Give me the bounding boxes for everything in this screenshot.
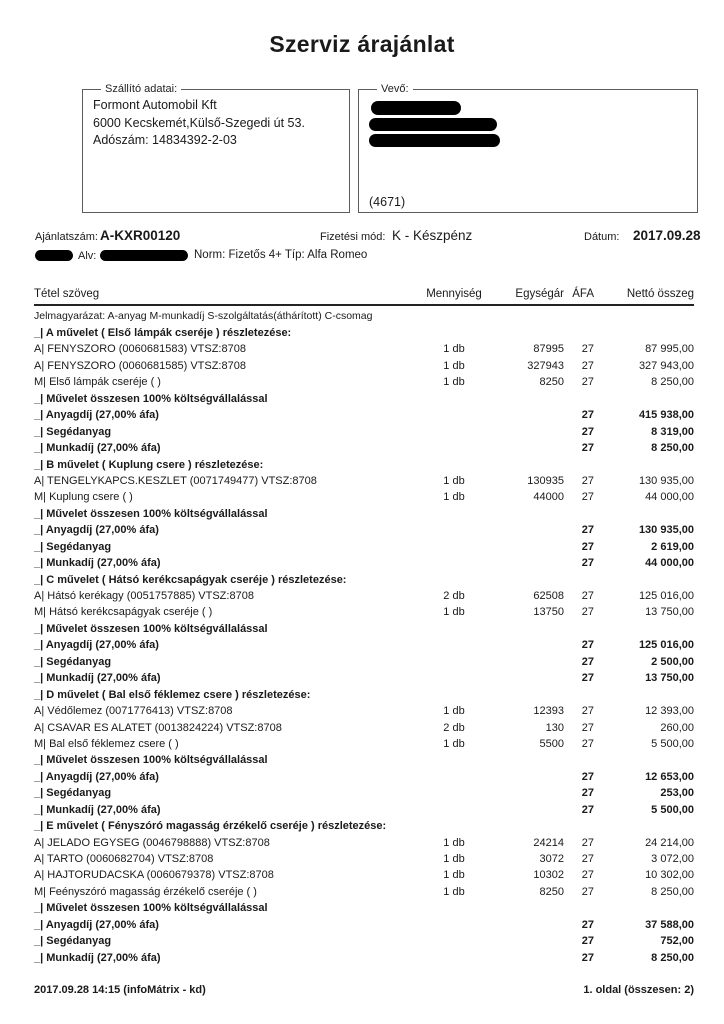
row-quantity: 1 db <box>443 474 465 487</box>
row-item-text: M| Bal első féklemez csere ( ) <box>34 737 179 750</box>
row-item-text: _| E művelet ( Fényszóró magasság érzékelő cseréje ) részletezése: <box>34 820 387 833</box>
row-vat: 27 <box>581 524 594 537</box>
row-unit-price <box>484 769 564 785</box>
row-unit-price: 130935 <box>527 474 564 487</box>
row-item-text: A| JELADO EGYSEG (0046798888) VTSZ:8708 <box>34 836 270 849</box>
header-item-text: Tétel szöveg <box>34 288 100 300</box>
row-quantity <box>424 654 484 670</box>
row-item-text: _| Művelet összesen 100% költségvállalással <box>34 392 268 405</box>
row-quantity <box>424 769 484 785</box>
table-row <box>34 341 694 357</box>
row-item-text: _| A művelet ( Első lámpák cseréje ) részletezése: <box>34 327 292 339</box>
row-quantity <box>424 325 484 341</box>
row-unit-price <box>484 933 564 949</box>
row-quantity: 1 db <box>443 343 465 356</box>
vehicle-line <box>0 249 724 263</box>
row-unit-price <box>484 424 564 440</box>
row-unit-price: 13750 <box>533 606 564 619</box>
row-item-text: _| Anyagdíj (27,00% áfa) <box>34 770 159 783</box>
row-item-text: _| Művelet összesen 100% költségvállalással <box>34 622 268 635</box>
row-vat <box>564 818 594 834</box>
row-unit-price <box>484 802 564 818</box>
row-vat: 27 <box>581 343 594 356</box>
row-vat <box>564 457 594 473</box>
row-item-text: _| B művelet ( Kuplung csere ) részletezése: <box>34 458 264 471</box>
row-quantity <box>424 407 484 423</box>
row-unit-price: 87995 <box>533 343 564 356</box>
row-item-text: _| C művelet ( Hátsó kerékcsapágyak cseréje ) részletezése: <box>34 573 347 586</box>
row-vat: 27 <box>581 590 594 602</box>
row-unit-price <box>484 917 564 933</box>
redaction-bar <box>35 250 73 261</box>
row-net-total: 8 250,00 <box>651 442 694 455</box>
row-quantity <box>424 802 484 818</box>
redaction-bar <box>100 250 188 261</box>
row-item-text: _| Művelet összesen 100% költségvállalással <box>34 507 268 520</box>
row-unit-price <box>484 440 564 456</box>
row-net-total: 5 500,00 <box>651 803 694 816</box>
row-net-total: 752,00 <box>660 935 694 948</box>
row-vat: 27 <box>581 425 594 438</box>
row-net-total: 8 250,00 <box>651 376 694 389</box>
row-item-text: _| Munkadíj (27,00% áfa) <box>34 803 161 816</box>
row-net-total <box>594 752 694 768</box>
table-row <box>34 637 694 653</box>
row-vat: 27 <box>581 409 594 422</box>
page-footer <box>34 984 694 996</box>
row-vat: 27 <box>581 557 594 570</box>
header-quantity: Mennyiség <box>426 288 482 300</box>
row-item-text: _| D művelet ( Bal első féklemez csere ) részletezése: <box>34 688 311 701</box>
row-vat: 27 <box>581 442 594 455</box>
row-net-total: 10 302,00 <box>645 869 694 882</box>
row-quantity <box>424 687 484 703</box>
table-row <box>34 572 694 588</box>
row-unit-price <box>484 752 564 768</box>
row-item-text: _| Munkadíj (27,00% áfa) <box>34 442 161 455</box>
row-vat: 27 <box>581 639 594 652</box>
row-item-text: _| Anyagdíj (27,00% áfa) <box>34 524 159 537</box>
row-item-text: A| Védőlemez (0071776413) VTSZ:8708 <box>34 705 233 718</box>
row-unit-price <box>484 621 564 637</box>
row-item-text: _| Anyagdíj (27,00% áfa) <box>34 918 159 931</box>
row-unit-price: 327943 <box>527 359 564 372</box>
supplier-tax-number: Adószám: 14834392-2-03 <box>93 133 237 147</box>
table-row <box>34 424 694 440</box>
row-quantity <box>424 670 484 686</box>
items-table <box>34 288 694 966</box>
row-net-total: 24 214,00 <box>645 836 694 849</box>
customer-code: (4671) <box>369 195 406 209</box>
row-vat: 27 <box>581 705 594 718</box>
header-vat: ÁFA <box>572 288 594 300</box>
row-vat: 27 <box>581 474 594 487</box>
customer-box <box>358 83 698 213</box>
row-net-total: 5 500,00 <box>651 737 694 750</box>
row-net-total: 12 653,00 <box>645 770 694 783</box>
row-vat: 27 <box>581 491 594 504</box>
row-item-text: A| TENGELYKAPCS.KESZLET (0071749477) VTSZ:8708 <box>34 474 317 487</box>
supplier-box-legend: Szállító adatai: <box>105 83 178 95</box>
table-row <box>34 769 694 785</box>
row-unit-price <box>484 687 564 703</box>
table-body <box>34 325 694 966</box>
row-quantity: 1 db <box>443 853 465 865</box>
table-row <box>34 588 694 604</box>
table-row <box>34 785 694 801</box>
row-net-total: 3 072,00 <box>651 853 694 865</box>
row-net-total <box>594 900 694 916</box>
alv-label: Alv: <box>78 250 97 262</box>
table-row <box>34 950 694 966</box>
row-vat: 27 <box>581 885 594 898</box>
row-unit-price <box>484 654 564 670</box>
row-net-total <box>594 325 694 341</box>
table-legend: Jelmagyarázat: A-anyag M-munkadíj S-szolgáltatás(áthárított) C-csomag <box>34 310 373 322</box>
table-row <box>34 374 694 390</box>
row-vat: 27 <box>581 672 594 685</box>
row-vat: 27 <box>581 836 594 849</box>
payment-method-label: Fizetési mód: <box>320 231 386 243</box>
row-quantity: 1 db <box>443 376 465 389</box>
row-unit-price: 12393 <box>533 705 564 718</box>
footer-page-number: 1. oldal (összesen: 2) <box>583 984 694 996</box>
row-net-total: 2 619,00 <box>651 540 694 553</box>
row-vat: 27 <box>581 737 594 750</box>
table-row <box>34 867 694 883</box>
row-vat: 27 <box>581 918 594 931</box>
row-quantity <box>424 637 484 653</box>
row-net-total: 130 935,00 <box>638 474 694 487</box>
row-unit-price: 10302 <box>533 869 564 882</box>
row-quantity: 1 db <box>443 705 465 718</box>
row-vat <box>564 572 594 588</box>
row-unit-price <box>484 670 564 686</box>
row-item-text: _| Művelet összesen 100% költségvállalással <box>34 902 268 915</box>
row-unit-price: 24214 <box>533 836 564 849</box>
row-quantity: 1 db <box>443 491 465 504</box>
row-net-total <box>594 391 694 407</box>
table-row <box>34 884 694 900</box>
table-row <box>34 900 694 916</box>
row-quantity <box>424 785 484 801</box>
table-row <box>34 325 694 341</box>
redaction-bar <box>369 134 500 147</box>
norm-type-text: Norm: Fizetős 4+ Típ: Alfa Romeo <box>194 249 368 261</box>
row-item-text: A| HAJTORUDACSKA (0060679378) VTSZ:8708 <box>34 869 274 882</box>
row-quantity: 1 db <box>443 836 465 849</box>
table-row <box>34 555 694 571</box>
row-item-text: _| Anyagdíj (27,00% áfa) <box>34 409 159 422</box>
row-unit-price: 5500 <box>539 737 564 750</box>
row-vat: 27 <box>581 606 594 619</box>
row-net-total: 125 016,00 <box>638 639 694 652</box>
row-unit-price <box>484 900 564 916</box>
row-unit-price: 3072 <box>539 853 564 865</box>
row-quantity <box>424 752 484 768</box>
header-unit-price: Egységár <box>515 288 564 300</box>
meta-line <box>0 227 724 247</box>
table-row <box>34 736 694 752</box>
table-row <box>34 654 694 670</box>
page-title: Szerviz árajánlat <box>269 31 455 57</box>
row-net-total: 12 393,00 <box>645 705 694 718</box>
row-net-total <box>594 818 694 834</box>
table-row <box>34 917 694 933</box>
table-row <box>34 457 694 473</box>
row-quantity <box>424 539 484 555</box>
row-net-total: 130 935,00 <box>638 524 694 537</box>
supplier-address: 6000 Kecskemét,Külső-Szegedi út 53. <box>93 115 305 130</box>
row-quantity <box>424 572 484 588</box>
row-unit-price: 130 <box>545 721 564 734</box>
row-unit-price <box>484 522 564 538</box>
row-quantity <box>424 555 484 571</box>
row-vat: 27 <box>581 540 594 553</box>
row-vat: 27 <box>581 655 594 668</box>
table-row <box>34 703 694 719</box>
row-quantity <box>424 950 484 966</box>
supplier-name: Formont Automobil Kft <box>93 98 217 112</box>
row-vat: 27 <box>581 853 594 865</box>
footer-print-info: 2017.09.28 14:15 (infoMátrix - kd) <box>34 984 206 996</box>
table-row <box>34 720 694 736</box>
customer-box-legend: Vevő: <box>381 83 409 95</box>
row-net-total: 125 016,00 <box>638 590 694 602</box>
table-row <box>34 522 694 538</box>
row-unit-price <box>484 391 564 407</box>
table-row <box>34 670 694 686</box>
row-item-text: _| Anyagdíj (27,00% áfa) <box>34 639 159 652</box>
row-quantity: 1 db <box>443 606 465 619</box>
row-item-text: A| FENYSZORO (0060681585) VTSZ:8708 <box>34 359 246 372</box>
table-row <box>34 473 694 489</box>
row-vat: 27 <box>581 787 594 800</box>
table-row <box>34 752 694 768</box>
table-row <box>34 358 694 374</box>
row-item-text: A| Hátsó kerékagy (0051757885) VTSZ:8708 <box>34 590 254 602</box>
row-net-total: 87 995,00 <box>645 343 694 356</box>
table-row <box>34 687 694 703</box>
row-vat <box>564 621 594 637</box>
offer-number-label: Ajánlatszám: <box>35 231 98 243</box>
row-vat: 27 <box>581 721 594 734</box>
row-quantity <box>424 391 484 407</box>
row-unit-price <box>484 506 564 522</box>
row-vat <box>564 752 594 768</box>
row-net-total <box>594 457 694 473</box>
row-quantity: 2 db <box>443 721 465 734</box>
row-unit-price: 8250 <box>539 376 564 389</box>
row-quantity <box>424 900 484 916</box>
row-quantity <box>424 522 484 538</box>
row-net-total: 253,00 <box>660 787 694 800</box>
table-row <box>34 539 694 555</box>
row-unit-price <box>484 950 564 966</box>
row-vat: 27 <box>581 359 594 372</box>
row-net-total: 327 943,00 <box>638 359 694 372</box>
row-net-total: 8 319,00 <box>651 425 694 438</box>
table-row <box>34 391 694 407</box>
row-quantity <box>424 621 484 637</box>
row-vat <box>564 506 594 522</box>
table-row <box>34 604 694 620</box>
row-quantity <box>424 424 484 440</box>
row-item-text: _| Segédanyag <box>34 655 112 668</box>
row-item-text: _| Munkadíj (27,00% áfa) <box>34 951 161 964</box>
row-net-total <box>594 572 694 588</box>
row-quantity <box>424 933 484 949</box>
row-unit-price: 8250 <box>539 885 564 898</box>
row-net-total: 13 750,00 <box>645 672 694 685</box>
row-item-text: _| Művelet összesen 100% költségvállalással <box>34 754 268 767</box>
row-quantity <box>424 818 484 834</box>
row-net-total <box>594 621 694 637</box>
row-net-total: 37 588,00 <box>645 918 694 931</box>
row-vat: 27 <box>581 951 594 964</box>
table-row <box>34 621 694 637</box>
row-unit-price <box>484 572 564 588</box>
row-vat <box>564 325 594 341</box>
row-item-text: _| Segédanyag <box>34 425 112 438</box>
row-item-text: _| Munkadíj (27,00% áfa) <box>34 557 161 570</box>
row-item-text: M| Hátsó kerékcsapágyak cseréje ( ) <box>34 606 213 619</box>
row-item-text: _| Segédanyag <box>34 540 112 553</box>
table-row <box>34 440 694 456</box>
row-net-total: 415 938,00 <box>638 409 694 422</box>
row-vat: 27 <box>581 869 594 882</box>
row-quantity <box>424 440 484 456</box>
row-net-total: 8 250,00 <box>651 951 694 964</box>
date-label: Dátum: <box>584 231 620 243</box>
row-net-total: 44 000,00 <box>645 491 694 504</box>
row-item-text: A| TARTO (0060682704) VTSZ:8708 <box>34 853 214 865</box>
row-quantity: 1 db <box>443 885 465 898</box>
row-quantity: 1 db <box>443 359 465 372</box>
row-net-total: 2 500,00 <box>651 655 694 668</box>
row-unit-price <box>484 539 564 555</box>
row-net-total <box>594 506 694 522</box>
row-unit-price <box>484 407 564 423</box>
table-row <box>34 818 694 834</box>
row-vat: 27 <box>581 770 594 783</box>
row-quantity: 1 db <box>443 737 465 750</box>
row-quantity <box>424 917 484 933</box>
row-unit-price <box>484 785 564 801</box>
redaction-bar <box>369 118 497 131</box>
row-item-text: A| CSAVAR ES ALATET (0013824224) VTSZ:8708 <box>34 721 282 734</box>
table-row <box>34 407 694 423</box>
row-unit-price <box>484 325 564 341</box>
table-row <box>34 851 694 867</box>
date-value: 2017.09.28 <box>633 228 701 243</box>
redaction-bar <box>371 101 461 115</box>
header-net-total: Nettó összeg <box>626 288 694 300</box>
row-item-text: M| Első lámpák cseréje ( ) <box>34 376 161 389</box>
row-vat: 27 <box>581 376 594 389</box>
row-vat: 27 <box>581 803 594 816</box>
row-item-text: M| Kuplung csere ( ) <box>34 491 133 504</box>
row-unit-price: 62508 <box>533 590 564 602</box>
row-item-text: M| Feényszóró magasság érzékelő cseréje ( ) <box>34 885 257 898</box>
row-unit-price <box>484 818 564 834</box>
row-vat <box>564 900 594 916</box>
row-net-total: 13 750,00 <box>645 606 694 619</box>
table-row <box>34 933 694 949</box>
table-header-row <box>34 288 694 306</box>
row-item-text: _| Segédanyag <box>34 787 112 800</box>
row-quantity: 1 db <box>443 869 465 882</box>
row-unit-price: 44000 <box>533 491 564 504</box>
row-unit-price <box>484 457 564 473</box>
offer-number-value: A-KXR00120 <box>100 228 181 243</box>
table-row <box>34 802 694 818</box>
row-item-text: A| FENYSZORO (0060681583) VTSZ:8708 <box>34 343 246 356</box>
row-quantity: 2 db <box>443 590 465 602</box>
row-quantity <box>424 457 484 473</box>
table-row <box>34 835 694 851</box>
table-row <box>34 489 694 505</box>
row-vat <box>564 391 594 407</box>
row-item-text: _| Segédanyag <box>34 935 112 948</box>
table-row <box>34 506 694 522</box>
row-vat: 27 <box>581 935 594 948</box>
row-item-text: _| Munkadíj (27,00% áfa) <box>34 672 161 685</box>
row-net-total <box>594 687 694 703</box>
row-net-total: 260,00 <box>660 721 694 734</box>
supplier-box <box>82 83 350 213</box>
row-vat <box>564 687 594 703</box>
payment-method-value: K - Készpénz <box>392 228 473 243</box>
row-net-total: 8 250,00 <box>651 885 694 898</box>
row-quantity <box>424 506 484 522</box>
row-net-total: 44 000,00 <box>645 557 694 570</box>
row-unit-price <box>484 555 564 571</box>
row-unit-price <box>484 637 564 653</box>
